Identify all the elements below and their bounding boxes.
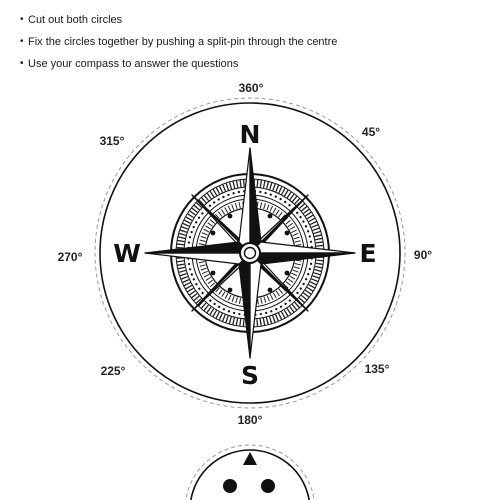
rose-dot [228, 288, 233, 293]
centre-pin-inner [245, 248, 256, 259]
pointer-hole [261, 479, 275, 493]
cardinal-west: W [113, 239, 141, 268]
rose-dot [285, 271, 290, 276]
rose-dot [285, 231, 290, 236]
rose-dot [211, 271, 216, 276]
compass-rose [145, 148, 355, 358]
degree-label-45: 45° [361, 125, 381, 139]
rose-dot [268, 288, 273, 293]
degree-label-270: 270° [57, 250, 83, 264]
rose-dot [211, 231, 216, 236]
cardinal-south: S [240, 361, 260, 390]
instruction-item: • Cut out both circles [20, 9, 337, 31]
rose-dot [268, 214, 273, 219]
instruction-item: • Use your compass to answer the questions [20, 53, 337, 75]
degree-label-225: 225° [100, 364, 126, 378]
instruction-item: • Fix the circles together by pushing a split-pin through the centre [20, 31, 337, 53]
cardinal-north: N [239, 120, 261, 149]
degree-label-135: 135° [364, 362, 390, 376]
pointer-hole [223, 479, 237, 493]
cardinal-east: E [359, 239, 377, 268]
degree-label-315: 315° [99, 134, 125, 148]
degree-label-90: 90° [413, 248, 433, 262]
degree-label-180: 180° [237, 413, 263, 427]
pointer-circle [185, 445, 315, 500]
degree-label-360: 360° [238, 81, 264, 95]
rose-dot [228, 214, 233, 219]
pointer-triangle-icon [243, 452, 257, 465]
